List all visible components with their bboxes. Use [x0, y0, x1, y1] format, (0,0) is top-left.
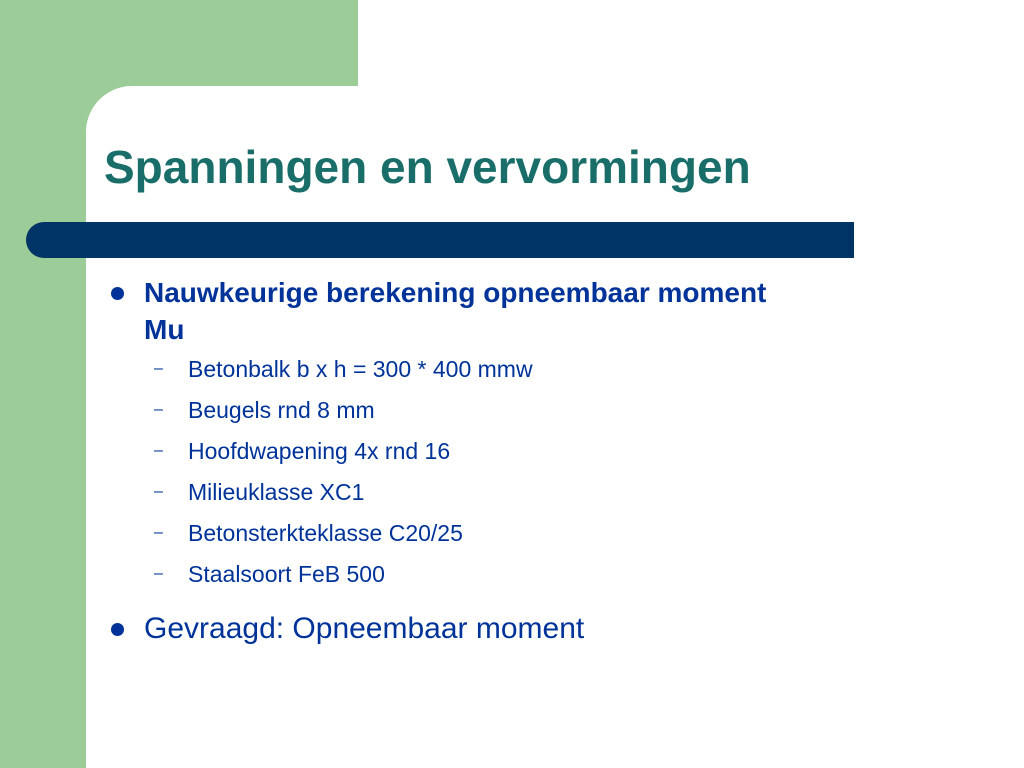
bullet-dot-icon: [111, 287, 124, 300]
title-underline-bar: [26, 222, 854, 258]
sub-bullet-item: [104, 439, 924, 480]
sub-bullet-text: Betonbalk b x h = 300 * 400 mmw: [188, 356, 533, 382]
bullet-text-line: Nauwkeurige berekening opneembaar moment: [144, 277, 767, 308]
sub-bullet-item: [104, 480, 924, 521]
dash-icon: –: [154, 524, 163, 541]
slide-title: Spanningen en vervormingen: [104, 141, 751, 193]
dash-icon: –: [154, 565, 163, 582]
sub-bullet-text: Betonsterkteklasse C20/25: [188, 520, 463, 546]
bullet-item: [104, 609, 924, 649]
dash-icon: –: [154, 483, 163, 500]
dash-icon: –: [154, 360, 163, 377]
dash-icon: –: [154, 401, 163, 418]
bullet-text: Gevraagd: Opneembaar moment: [144, 612, 585, 645]
sub-bullet-text: Hoofdwapening 4x rnd 16: [188, 438, 451, 464]
sub-bullet-item: [104, 521, 924, 562]
bullet-item: [104, 274, 924, 348]
sub-bullet-text: Beugels rnd 8 mm: [188, 397, 375, 423]
sub-bullet-item: [104, 357, 924, 398]
sub-bullet-item: [104, 398, 924, 439]
sub-bullet-text: Staalsoort FeB 500: [188, 561, 385, 587]
bullet-text-line: Mu: [144, 314, 185, 345]
bullet-dot-icon: [111, 623, 124, 636]
sub-bullet-item: [104, 562, 924, 603]
sub-bullet-text: Milieuklasse XC1: [188, 479, 365, 505]
dash-icon: –: [154, 442, 163, 459]
slide-body: [104, 274, 924, 649]
sub-bullet-list: [104, 357, 924, 603]
